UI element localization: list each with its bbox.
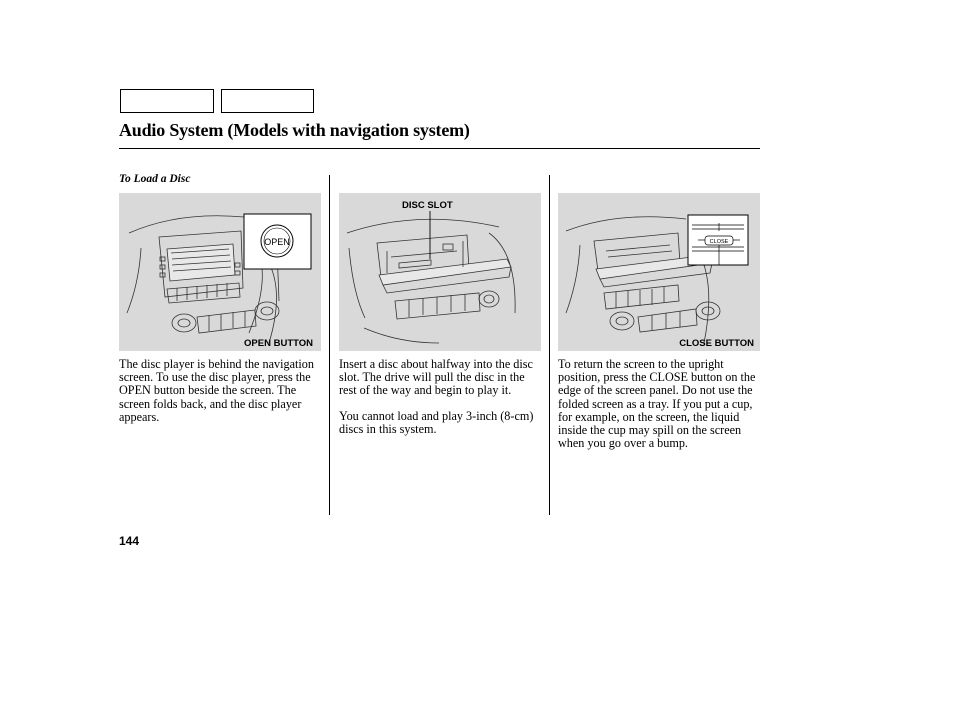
close-callout-text: CLOSE bbox=[709, 239, 729, 245]
page-number: 144 bbox=[119, 534, 140, 548]
nav-tab-index[interactable] bbox=[221, 89, 314, 113]
disc-slot-illustration bbox=[339, 193, 541, 351]
paragraph: To return the screen to the upright position, press the CLOSE button on the edge of the screen panel. Do not use the folded screen as a tray. If you put a cup, for example, on the screen, the liquid inside the cup may spill on the screen when you go over a bump. bbox=[558, 357, 756, 451]
column-divider bbox=[549, 175, 550, 515]
close-button-illustration bbox=[558, 193, 760, 351]
title-divider bbox=[119, 148, 760, 149]
paragraph: The disc player is behind the navigation screen. To use the disc player, press the OPEN button beside the screen. The screen folds back, and the disc player appears. bbox=[119, 357, 314, 424]
dashboard-close-drawing bbox=[558, 193, 760, 351]
open-button-caption: OPEN BUTTON bbox=[244, 338, 313, 349]
column-2-text bbox=[339, 358, 541, 448]
close-button-caption: CLOSE BUTTON bbox=[679, 338, 754, 349]
dashboard-slot-drawing bbox=[339, 193, 541, 351]
column-3-text bbox=[558, 358, 760, 462]
page-title: Audio System (Models with navigation system) bbox=[119, 120, 470, 140]
column-1-text bbox=[119, 358, 321, 436]
open-callout-text: OPEN bbox=[264, 237, 290, 247]
nav-tab-contents[interactable] bbox=[120, 89, 214, 113]
section-subheading: To Load a Disc bbox=[119, 173, 191, 185]
column-divider bbox=[329, 175, 330, 515]
dashboard-open-drawing bbox=[119, 193, 321, 351]
paragraph: You cannot load and play 3-inch (8-cm) discs in this system. bbox=[339, 408, 534, 436]
open-button-illustration bbox=[119, 193, 321, 351]
paragraph: Insert a disc about halfway into the disc slot. The drive will pull the disc in the rest of the way and begin to play it. bbox=[339, 357, 533, 398]
disc-slot-caption: DISC SLOT bbox=[402, 200, 453, 211]
